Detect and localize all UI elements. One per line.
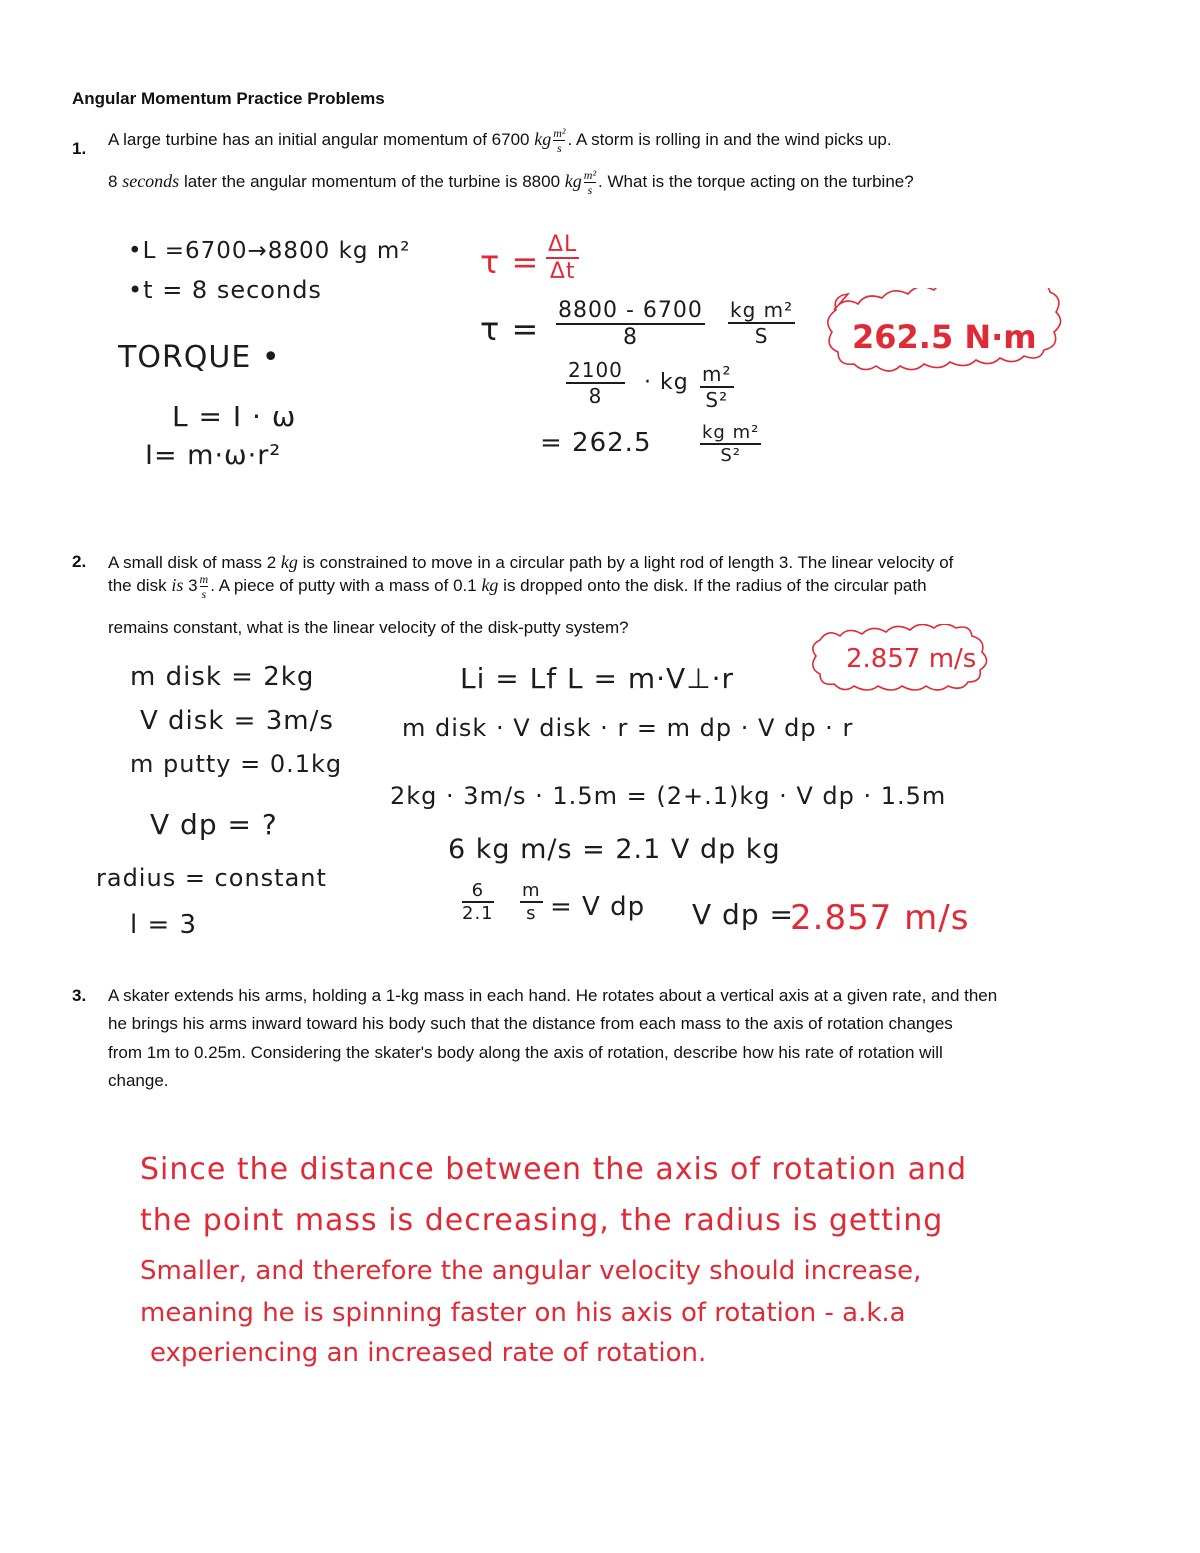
q1-line2-c: . What is the torque acting on the turbine? <box>598 171 914 191</box>
q2-eq6-value: 2.857 m/s <box>790 898 970 938</box>
q1-seconds: seconds <box>122 170 180 191</box>
q3-answer-line-3: Smaller, and therefore the angular velocity should increase, <box>140 1256 922 1286</box>
q2-eq5-fraction: 6 2.1 <box>462 880 494 924</box>
q3-number: 3. <box>72 986 87 1005</box>
q1-given-2: •t = 8 seconds <box>128 276 322 304</box>
q3-line-4: change. <box>108 1071 169 1090</box>
q1-answer: 262.5 N·m <box>852 318 1037 356</box>
q2-eq5-rest: = V dp <box>550 892 646 922</box>
q1-line2-b: later the angular momentum of the turbine is 8800 <box>183 171 561 191</box>
q1-tau2-unit: kg m² S <box>730 298 794 348</box>
q2-eq-2: m disk · V disk · r = m dp · V dp · r <box>402 714 854 742</box>
q3-answer-line-1: Since the distance between the axis of rotation and <box>140 1152 968 1187</box>
q3-line-3: from 1m to 0.25m. Considering the skater's body along the axis of rotation, describe how his rate of rotation will <box>108 1043 943 1062</box>
q2-eq6: V dp = <box>692 898 794 931</box>
q1-line2 <box>108 169 914 196</box>
q1-tau-def-lhs: τ = <box>480 243 540 281</box>
q2-given-1: m disk = 2kg <box>130 662 315 692</box>
q1-step4: = 262.5 <box>540 428 652 458</box>
q3-answer-line-4: meaning he is spinning faster on his axis of rotation - a.k.a <box>140 1298 906 1328</box>
q2-line3: remains constant, what is the linear velocity of the disk-putty system? <box>108 618 629 637</box>
q1-step4-unit-fraction: kg m² S² <box>702 422 760 466</box>
q1-tau-def-fraction: ΔL Δt <box>548 232 578 284</box>
q2-kg-2: kg <box>481 574 499 595</box>
q1-step3-fraction: 2100 8 <box>568 358 623 408</box>
q1-unit-fraction-2: $\frac{\text{m²}}{s}$ <box>583 168 597 197</box>
q2-eq5-unit-fraction: m s <box>522 880 541 924</box>
q3-answer-line-2: the point mass is decreasing, the radius is getting <box>140 1203 944 1238</box>
q2-line2-b: 3 <box>188 575 198 595</box>
q2-line2-c: . A piece of putty with a mass of 0.1 <box>210 575 477 595</box>
q2-line1-b: is constrained to move in a circular path by a light rod of length 3. The linear velocity of <box>302 553 954 572</box>
q2-given-2: V disk = 3m/s <box>140 706 334 736</box>
q2-eq-3: 2kg · 3m/s · 1.5m = (2+.1)kg · V dp · 1.5m <box>390 782 947 810</box>
q2-eq-1: Li = Lf L = m·V⊥·r <box>460 662 734 695</box>
q1-torque-heading: TORQUE • <box>118 340 281 375</box>
q1-tau2-lhs: τ = <box>480 310 540 348</box>
q2-line2 <box>108 573 927 600</box>
page-title: Angular Momentum Practice Problems <box>72 89 385 108</box>
q2-number: 2. <box>72 552 87 571</box>
q2-unit-fraction: $\frac{m}{s}$ <box>199 572 209 601</box>
q2-line1 <box>108 552 953 573</box>
q1-step3-unit-fraction: m² S² <box>702 362 732 412</box>
q1-unit-kg: kg <box>534 128 552 149</box>
q1-line1-b: . A storm is rolling in and the wind picks up. <box>567 129 892 149</box>
q1-tau2-fraction: 8800 - 6700 8 <box>558 298 703 350</box>
q3-answer-line-5: experiencing an increased rate of rotation. <box>150 1338 707 1368</box>
q1-line1 <box>108 127 892 154</box>
q2-given-6: l = 3 <box>130 910 198 940</box>
q2-eq-4: 6 kg m/s = 2.1 V dp kg <box>448 834 781 865</box>
q1-step3-unit: · kg <box>644 370 689 395</box>
q1-eq-1: L = I · ω <box>172 400 297 433</box>
q2-is: is <box>171 574 184 595</box>
q2-line2-d: is dropped onto the disk. If the radius of the circular path <box>503 575 927 595</box>
q1-number: 1. <box>72 139 87 158</box>
q2-given-3: m putty = 0.1kg <box>130 750 343 778</box>
q2-given-5: radius = constant <box>96 864 327 892</box>
q2-line2-a: the disk <box>108 575 167 595</box>
q2-line1-a: A small disk of mass 2 <box>108 553 277 572</box>
q1-unit-fraction: $\frac{\text{m²}}{s}$ <box>553 126 566 155</box>
q1-eq-2: I= m·ω·r² <box>145 440 282 471</box>
q1-unit-kg-2: kg <box>564 170 582 191</box>
q1-line1-a: A large turbine has an initial angular momentum of 6700 <box>108 129 530 149</box>
q3-line-2: he brings his arms inward toward his body such that the distance from each mass to the axis of rotation changes <box>108 1014 953 1033</box>
q2-answer: 2.857 m/s <box>846 644 977 674</box>
q3-line-1: A skater extends his arms, holding a 1-kg mass in each hand. He rotates about a vertical axis at a given rate, and then <box>108 986 998 1005</box>
q1-given-1: •L =6700→8800 kg m² <box>128 238 411 264</box>
q2-kg: kg <box>280 552 298 572</box>
q1-line2-a: 8 <box>108 171 118 191</box>
q2-given-4: V dp = ? <box>150 808 278 841</box>
